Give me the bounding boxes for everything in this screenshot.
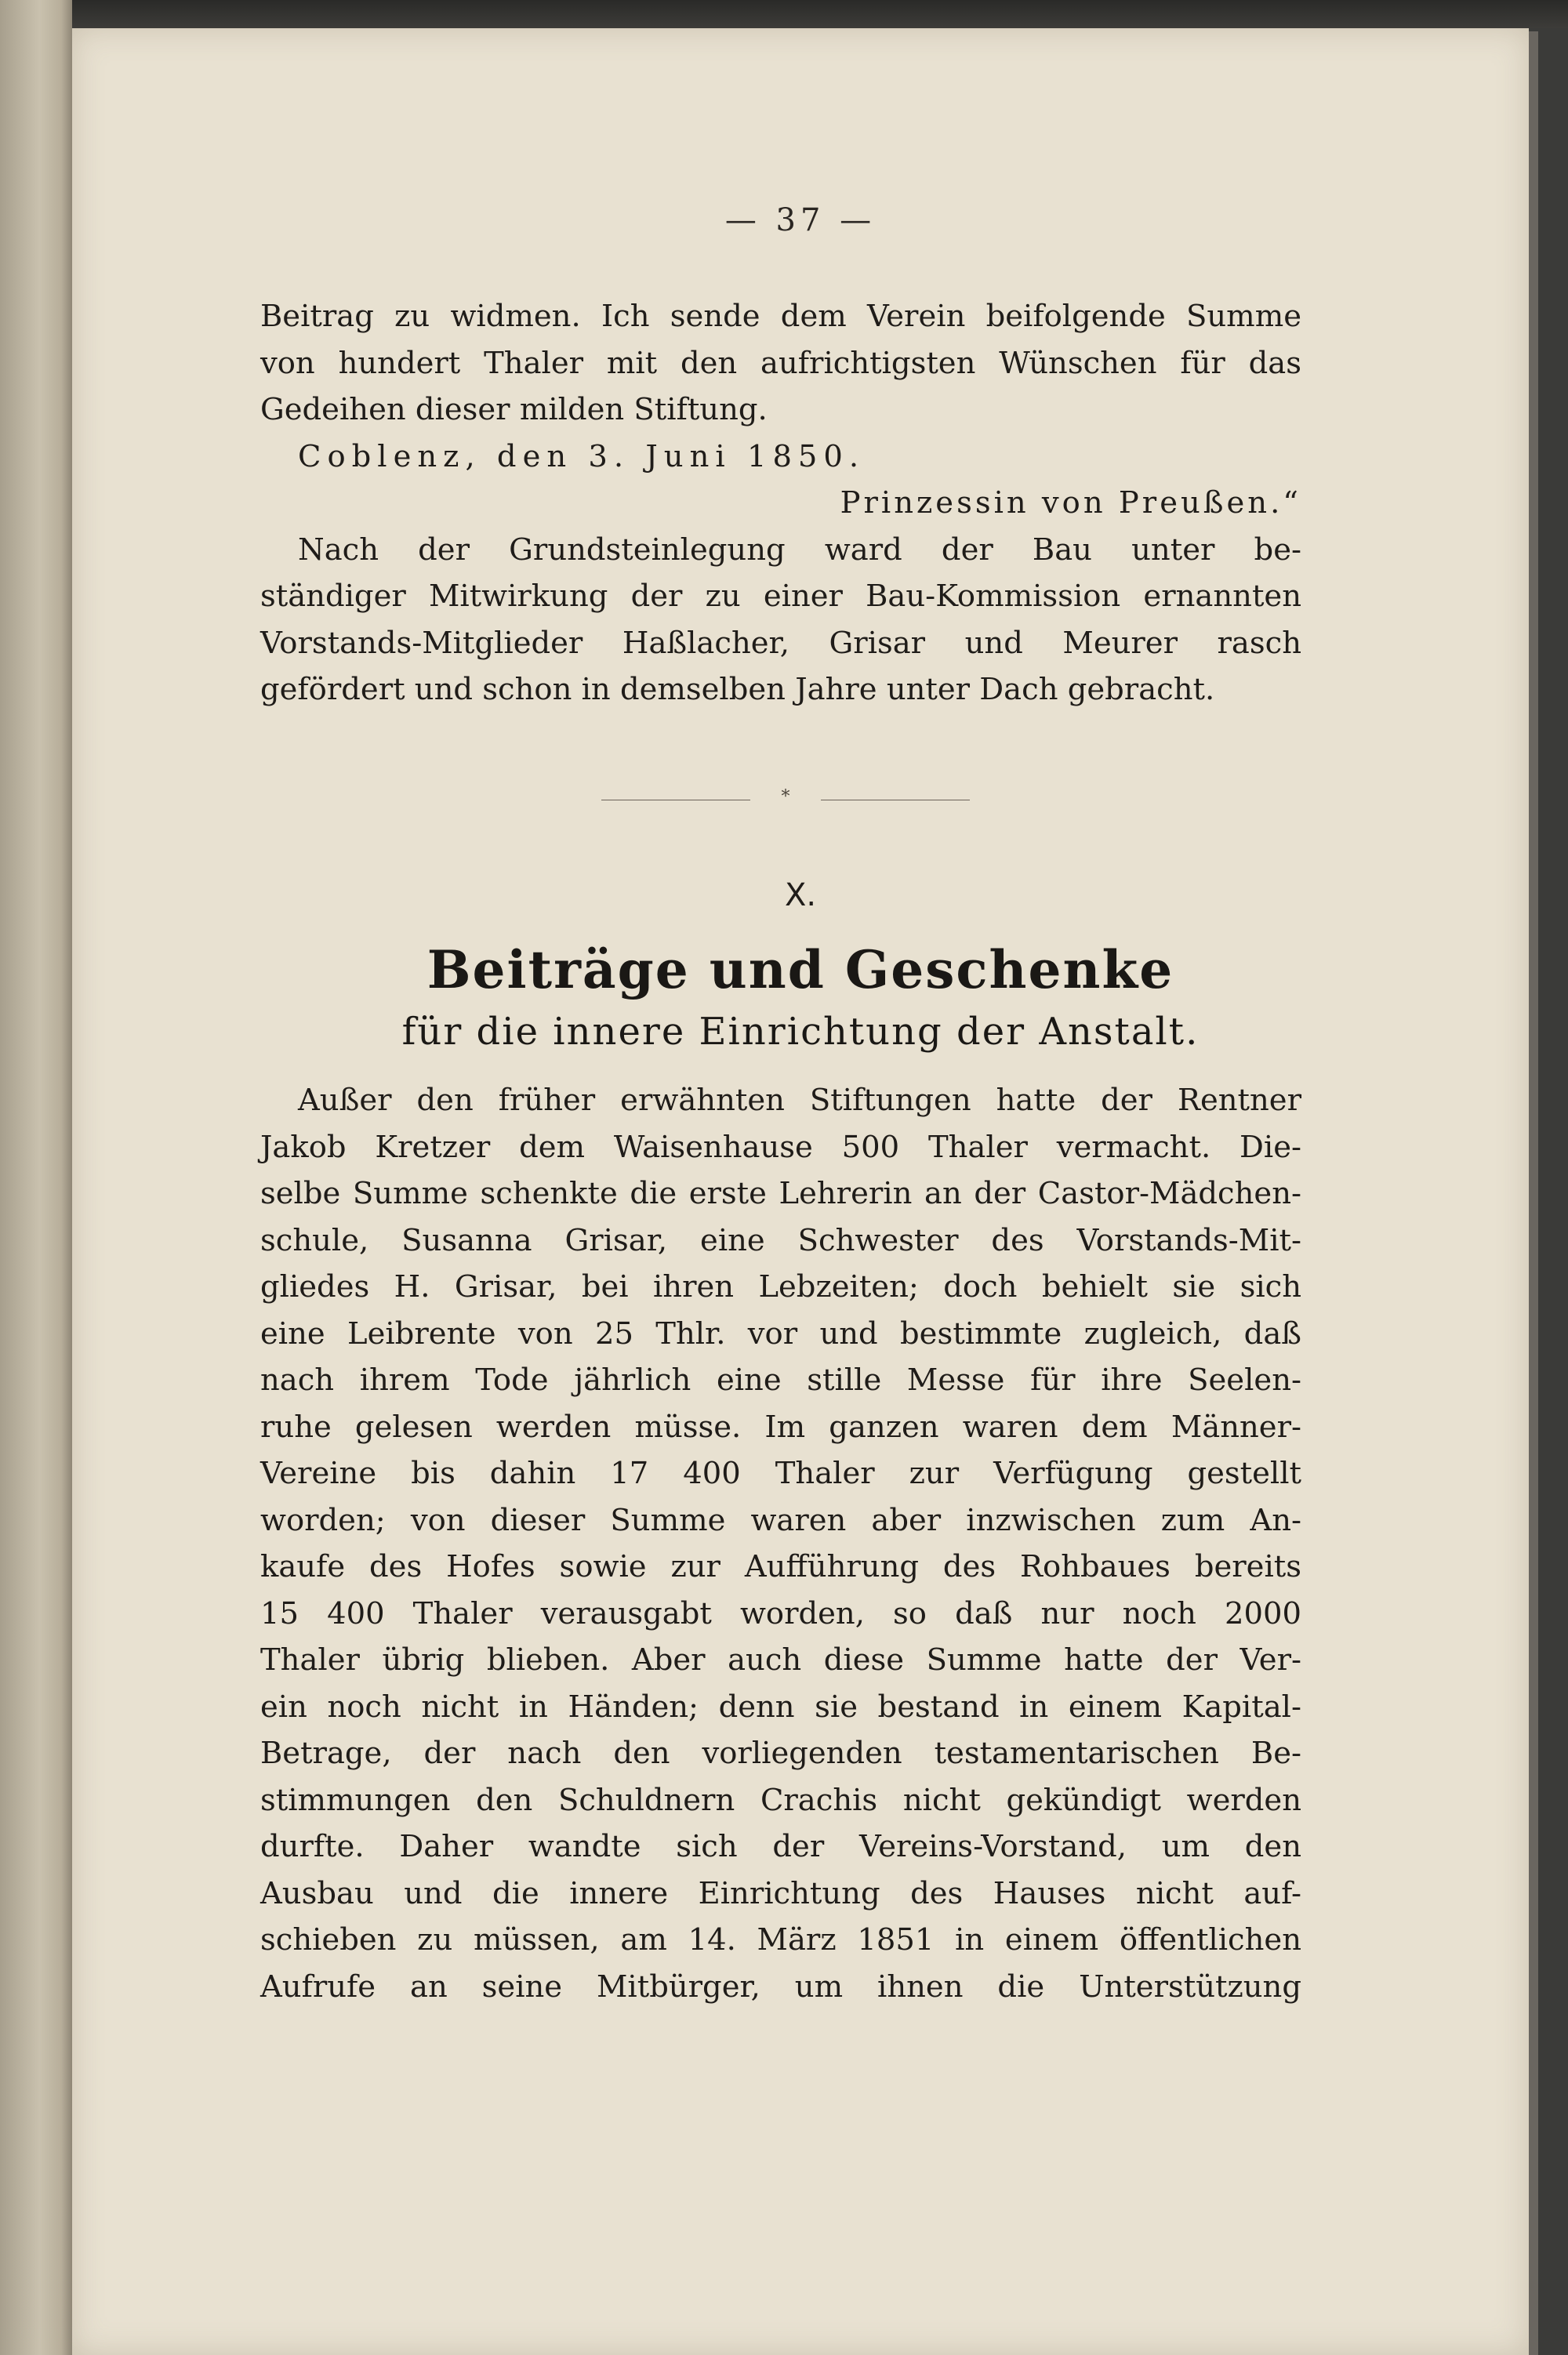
text-line: ruhe gelesen werden müsse. Im ganzen waren dem Männer-: [260, 1409, 1301, 1445]
text-line: ein noch nicht in Händen; denn sie bestand in einem Kapital-: [260, 1689, 1301, 1725]
text-line: Vereine bis dahin 17 400 Thaler zur Verfügung gestellt: [260, 1456, 1301, 1491]
text-line: Thaler übrig blieben. Aber auch diese Summe hatte der Ver-: [260, 1642, 1301, 1678]
text-line: selbe Summe schenkte die erste Lehrerin an der Castor-Mädchen-: [260, 1176, 1301, 1211]
text-line: worden; von dieser Summe waren aber inzwischen zum An-: [260, 1502, 1301, 1538]
text-line: Jakob Kretzer dem Waisenhause 500 Thaler vermacht. Die-: [260, 1129, 1301, 1165]
book-page: [72, 28, 1529, 2355]
scan-top-edge: [0, 0, 1568, 28]
text-line: Aufrufe an seine Mitbürger, um ihnen die Unterstützung: [260, 1969, 1301, 2005]
page-shadow: [1529, 31, 1538, 2355]
chapter-number: X.: [784, 877, 817, 913]
text-line: 15 400 Thaler verausgabt worden, so daß nur noch 2000: [260, 1595, 1301, 1631]
text-line: durfte. Daher wandte sich der Vereins-Vorstand, um den: [260, 1829, 1301, 1864]
text-line: gefördert und schon in demselben Jahre unter Dach gebracht.: [260, 672, 1215, 707]
previous-page-edge: [0, 0, 72, 2355]
chapter-body: [260, 1077, 1301, 2010]
letter-signature: Prinzessin von Preußen.“: [840, 485, 1301, 521]
section-divider: [601, 787, 970, 807]
text-line: Nach der Grundsteinlegung ward der Bau unter be-: [298, 532, 1301, 568]
text-line: ständiger Mitwirkung der zu einer Bau-Kommission ernannten: [260, 579, 1301, 614]
letter-closing: [260, 293, 1301, 713]
text-line: Beitrag zu widmen. Ich sende dem Verein beifolgende Summe: [260, 299, 1301, 334]
text-line: eine Leibrente von 25 Thlr. vor und bestimmte zugleich, daß: [260, 1315, 1301, 1352]
divider-asterisk: *: [781, 787, 790, 807]
dateline-text: Coblenz, den 3. Juni 1850.: [298, 438, 866, 474]
text-line: Gedeihen dieser milden Stiftung.: [260, 392, 768, 427]
chapter-title: Beiträge und Geschenke: [426, 939, 1174, 1000]
text-line: Außer den früher erwähnten Stiftungen hatte der Rentner: [298, 1083, 1301, 1118]
text-line: Ausbau und die innere Einrichtung des Hauses nicht auf-: [260, 1875, 1301, 1911]
text-line: Betrage, der nach den vorliegenden testamentarischen Be-: [260, 1736, 1301, 1771]
letter-dateline: [260, 434, 1301, 481]
text-line: kaufe des Hofes sowie zur Aufführung des Rohbaues bereits: [260, 1549, 1301, 1584]
text-line: nach ihrem Tode jährlich eine stille Messe für ihre Seelen-: [260, 1363, 1301, 1398]
page-number: — 37 —: [724, 202, 877, 238]
text-line: von hundert Thaler mit den aufrichtigsten Wünschen für das: [260, 345, 1301, 381]
text-line: schieben zu müssen, am 14. März 1851 in einem öffentlichen: [260, 1922, 1301, 1958]
text-line: gliedes H. Grisar, bei ihren Lebzeiten; doch behielt sie sich: [260, 1269, 1301, 1305]
text-line: stimmungen den Schuldnern Crachis nicht gekündigt werden: [260, 1782, 1301, 1818]
text-line: Vorstands-Mitglieder Haßlacher, Grisar und Meurer rasch: [260, 625, 1301, 661]
text-line: schule, Susanna Grisar, eine Schwester des Vorstands-Mit-: [260, 1222, 1301, 1258]
chapter-subtitle: für die innere Einrichtung der Anstalt.: [401, 1010, 1200, 1054]
